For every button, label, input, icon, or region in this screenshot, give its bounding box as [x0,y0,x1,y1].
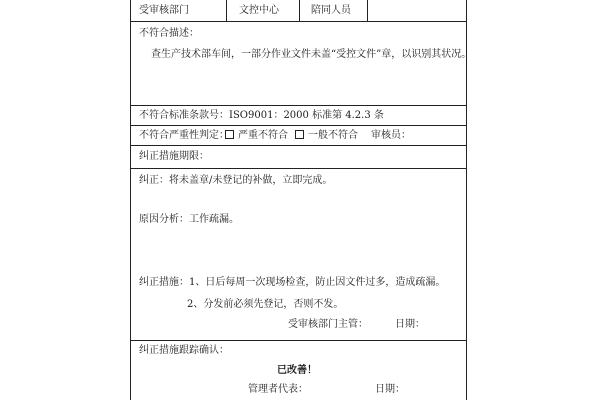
followup-date-label: 日期： [375,384,405,395]
management-rep-label: 管理者代表： [248,384,308,395]
severe-checkbox[interactable] [225,130,288,142]
header-divider [226,0,227,21]
audited-dept-label: 受审核部门 [139,5,189,16]
severity-label: 不符合严重性判定： [139,130,229,141]
correction-row [131,169,466,341]
description-label: 不符合描述： [139,28,199,39]
deadline-label: 纠正措施期限： [139,151,209,162]
description-row [131,22,472,106]
followup-label: 纠正措施跟踪确认： [139,345,229,356]
correction-text: 纠正：将未盖章/未登记的补做，立即完成。 [139,175,333,186]
measure-2-text: 2、分发前必须先登记，否则不发。 [187,299,344,310]
clause-row [131,106,466,126]
deadline-row [131,146,466,169]
auditor-label: 审核员： [371,130,411,141]
minor-checkbox[interactable] [295,130,358,142]
accompanying-label: 陪同人员 [311,5,351,16]
audited-dept-value: 文控中心 [239,5,279,16]
supervisor-label: 受审核部门主管： [288,319,368,330]
cause-text: 原因分析：工作疏漏。 [139,214,239,225]
followup-status: 已改善！ [277,365,317,376]
correction-date-label: 日期： [395,319,425,330]
header-divider [299,0,300,21]
severe-option-label: 严重不符合 [238,130,288,141]
description-text: 查生产技术部车间，一部分作业文件未盖“受控文件”章，以识别其状况。 [151,49,472,60]
measure-1-text: 纠正措施：1、日后每周一次现场检查，防止因文件过多，造成疏漏。 [139,277,446,288]
minor-option-label: 一般不符合 [308,130,358,141]
severity-row [131,126,466,146]
clause-text: 不符合标准条款号：ISO9001：2000 标准第 4.2.3 条 [139,110,384,121]
nonconformity-report-form [130,0,472,400]
header-divider [367,0,368,21]
header-row [131,0,466,22]
followup-row [131,341,466,400]
